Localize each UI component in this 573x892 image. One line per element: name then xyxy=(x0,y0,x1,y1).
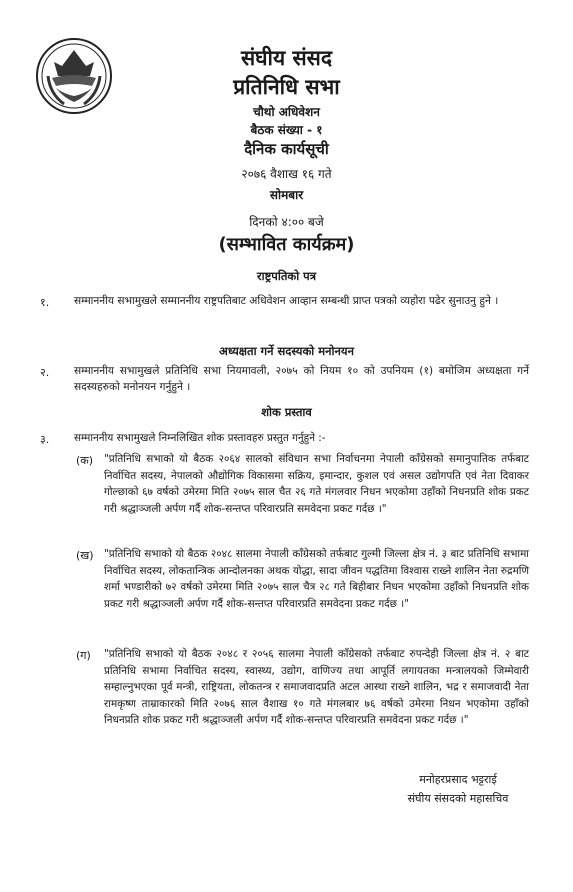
item-number: २. xyxy=(40,366,50,379)
parliament-title: संघीय संसद xyxy=(240,46,333,70)
signatory-name: मनोहरप्रसाद भट्टराई xyxy=(419,773,497,786)
subitem-label: (ख) xyxy=(76,549,94,562)
program-title: (सम्भावित कार्यक्रम) xyxy=(218,234,355,255)
subitem-label: (क) xyxy=(76,454,94,467)
condolence-text: "प्रतिनिधि सभाको यो बैठक २०४८ सालमा नेपाली काँग्रेसको तर्फबाट गुल्मी जिल्ला क्षेत्र नं. ३ बाट प्रतिनिधि सभामा निर्वाचित सदस्य, लोकतान्त्रिक आन्दोलनका अथक योद्धा, सादा जीवन पद्धतिमा विश्वास राख्ने शालिन नेता रुद्रमणि शर्मा भण्डारीको ७२ वर्षको उमेरमा मिति २०७५ साल चैत्र २८ गते बिहीबार निधन भएकोमा उहाँको निधनप्रति शोक प्रकट गरी श्रद्धाञ्जली अर्पण गर्दै शोक-सन्तप्त परिवारप्रति समवेदना प्रकट गर्दछ ।" xyxy=(104,548,529,610)
condolence-text: "प्रतिनिधि सभाको यो बैठक २०४८ र २०५६ सालमा नेपाली काँग्रेसको तर्फबाट रुपन्देही जिल्ला क्षेत्र नं. २ बाट प्रतिनिधि सभामा निर्वाचित सदस्य, स्वास्थ्य, उद्योग, वाणिज्य तथा आपूर्ति लगायतका मन्त्रालयको जिम्मेवारी सम्हाल्नुभएका पूर्व मन्त्री, राष्ट्रियता, लोकतन्त्र र समाजवादप्रति अटल आस्था राख्ने शालिन, भद्र र समाजवादी नेता रामकृष्ण ताम्राकारको मिति २०७६ साल वैशाख १० गते मंगलबार ७६ वर्षको उमेरमा निधन भएकोमा उहाँको निधनप्रति शोक प्रकट गरी श्रद्धाञ्जली अर्पण गर्दै शोक-सन्तप्त परिवारप्रति समवेदना प्रकट गर्दछ ।" xyxy=(104,648,529,726)
meeting-date: २०७६ वैशाख १६ गते xyxy=(241,167,332,181)
item-number: ३. xyxy=(40,433,50,446)
condolence-text: "प्रतिनिधि सभाको यो बैठक २०६४ सालको संविधान सभा निर्वाचनमा नेपाली काँग्रेसको समानुपातिक तर्फबाट निर्वाचित सदस्य, नेपालको औद्योगिक विकासमा सक्रिय, इमान्दार, कुशल एवं असल उद्योगपति एवं नेता दिवाकर गोल्छाको ६७ वर्षको उमेरमा मिति २०७५ साल चैत २६ गते मंगलवार निधन भएकोमा उहाँको निधनप्रति शोक प्रकट गरी श्रद्धाञ्जली अर्पण गर्दै शोक-सन्तप्त परिवारप्रति समवेदना प्रकट गर्दछ ।" xyxy=(104,453,529,515)
page-title: दैनिक कार्यसूची xyxy=(244,140,329,158)
meeting-weekday: सोमबार xyxy=(269,188,304,202)
agenda-item-text: सम्माननीय सभामुखले प्रतिनिधि सभा नियमावली, २०७५ को नियम १० को उपनियम (१) बमोजिम अध्यक्षता गर्ने सदस्यहरुको मनोनयन गर्नुहुने । xyxy=(74,365,529,393)
signatory-designation: संघीय संसदको महासचिव xyxy=(407,792,509,805)
section-heading: शोक प्रस्ताव xyxy=(261,405,312,419)
section-heading: राष्ट्रपतिको पत्र xyxy=(256,269,317,283)
house-title: प्रतिनिधि सभा xyxy=(233,75,340,99)
meeting-number: बैठक संख्या - १ xyxy=(250,123,323,137)
subitem-label: (ग) xyxy=(76,649,91,662)
meeting-time: दिनको ४:०० बजे xyxy=(249,215,324,229)
item-number: १. xyxy=(40,296,50,309)
agenda-item-text: सम्माननीय सभामुखले सम्माननीय राष्ट्रपतिबाट अधिवेशन आव्हान सम्बन्धी प्राप्त पत्रको व्यहोरा पढेर सुनाउनु हुने । xyxy=(74,295,499,307)
agenda-item-text: सम्माननीय सभामुखले निम्नलिखित शोक प्रस्तावहरु प्रस्तुत गर्नुहुने :- xyxy=(74,432,326,444)
section-heading: अध्यक्षता गर्ने सदस्यको मनोनयन xyxy=(219,344,354,358)
session-label: चौथो अधिवेशन xyxy=(253,105,320,119)
